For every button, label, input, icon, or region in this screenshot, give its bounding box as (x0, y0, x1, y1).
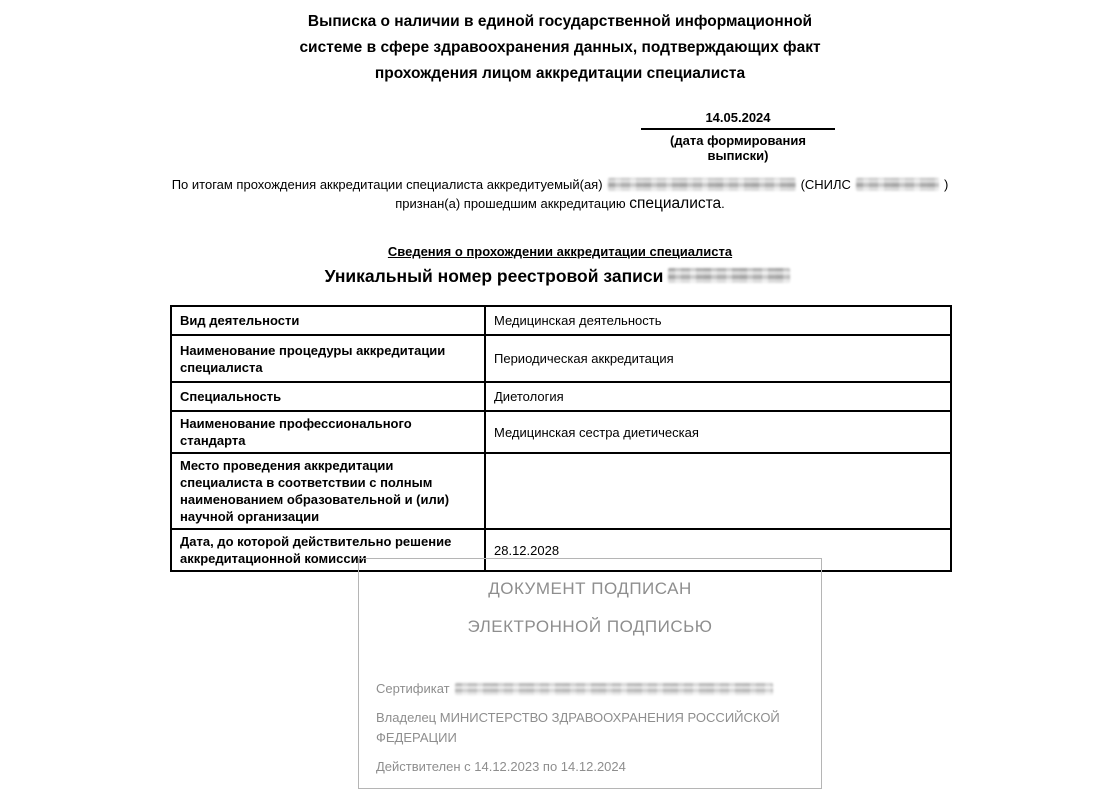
redacted-registry-number (668, 268, 790, 283)
line2-period: . (721, 196, 725, 211)
row-value: Диетология (485, 382, 951, 411)
table-row (171, 306, 951, 335)
signing-date-block (641, 110, 835, 163)
row-value: 28.12.2028 (485, 529, 951, 571)
redacted-certificate-number (455, 683, 773, 695)
row-value: Периодическая аккредитация (485, 335, 951, 382)
signature-header-line-1: ДОКУМЕНТ ПОДПИСАН (488, 579, 692, 598)
row-label: Место проведения аккредитации специалиста в соответствии с полным наименованием образовательной и (или) научной организации (171, 453, 485, 529)
table-row (171, 411, 951, 453)
table-row (171, 382, 951, 411)
signature-header-line-2: ЭЛЕКТРОННОЙ ПОДПИСЬЮ (467, 617, 713, 636)
certificate-line (376, 679, 807, 699)
row-label: Наименование процедуры аккредитации специалиста (171, 335, 485, 382)
owner-line: Владелец МИНИСТЕРСТВО ЗДРАВООХРАНЕНИЯ РОССИЙСКОЙ ФЕДЕРАЦИИ (376, 710, 780, 745)
row-label: Специальность (171, 382, 485, 411)
table-row (171, 453, 951, 529)
intro-text-before-name: По итогам прохождения аккредитации специалиста аккредитуемый(ая) (171, 177, 603, 192)
row-label: Вид деятельности (171, 306, 485, 335)
specialist-emphasis: специалиста (629, 195, 722, 212)
document-title (0, 9, 1120, 87)
title-line-3: прохождения лицом аккредитации специалиста (374, 65, 746, 82)
extract-date: 14.05.2024 (641, 110, 835, 130)
intro-line-2 (0, 194, 1120, 213)
intro-paragraph (0, 175, 1120, 213)
title-line-1: Выписка о наличии в единой государственной информационной (307, 13, 813, 30)
snils-label: (СНИЛС (800, 177, 851, 192)
digital-signature-stamp (358, 558, 822, 789)
table-row (171, 335, 951, 382)
snils-close-paren: ) (943, 177, 949, 192)
row-value (485, 453, 951, 529)
extract-date-caption: (дата формирования выписки) (670, 133, 806, 163)
row-label: Наименование профессионального стандарта (171, 411, 485, 453)
redacted-person-name (608, 178, 796, 191)
redacted-snils-number (856, 178, 939, 191)
intro-text-line2: признан(а) прошедшим аккредитацию (395, 196, 626, 211)
signature-header (359, 570, 821, 646)
accreditation-table (170, 305, 952, 572)
validity-line: Действителен с 14.12.2023 по 14.12.2024 (376, 759, 626, 774)
signature-details (376, 679, 807, 786)
intro-line-1 (0, 175, 1120, 194)
registry-number-label: Уникальный номер реестровой записи (324, 266, 664, 286)
certificate-label: Сертификат (376, 681, 450, 696)
registry-number-line (0, 266, 1120, 287)
row-value: Медицинская деятельность (485, 306, 951, 335)
row-label: Дата, до которой действительно решение аккредитационной комиссии (171, 529, 485, 571)
section-heading: Сведения о прохождении аккредитации специалиста (387, 244, 733, 259)
title-line-2: системе в сфере здравоохранения данных, подтверждающих факт (299, 39, 821, 56)
row-value: Медицинская сестра диетическая (485, 411, 951, 453)
